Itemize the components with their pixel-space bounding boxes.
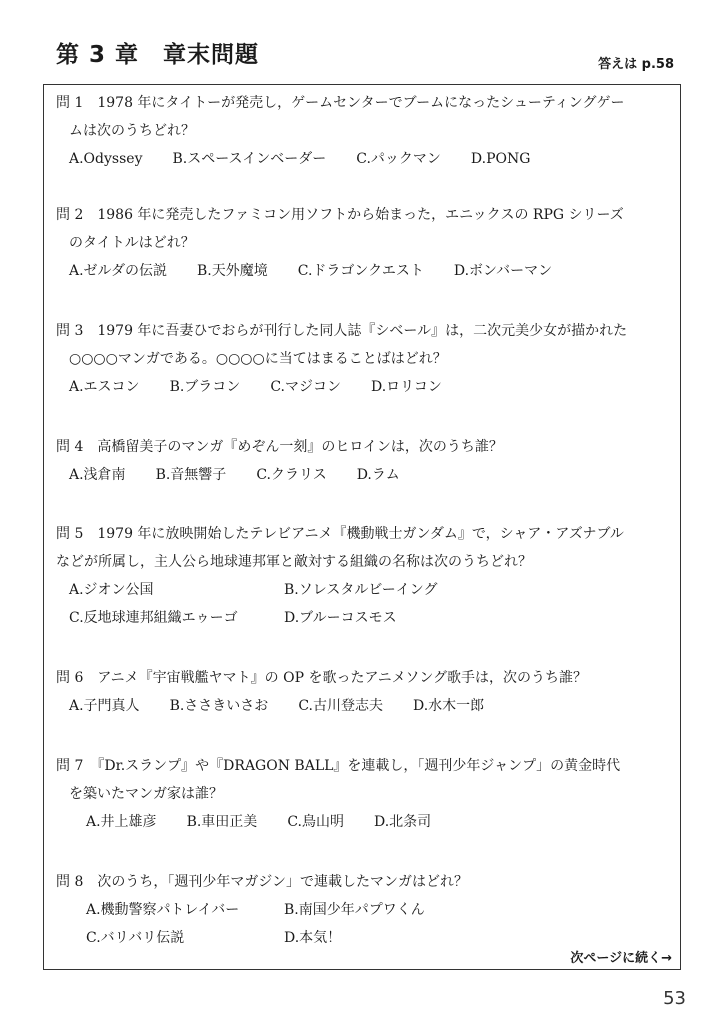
question-text: を築いたマンガ家は誰？ <box>69 786 223 802</box>
option-d: D.ブルーコスモス <box>284 610 397 626</box>
option-d: D.水木一郎 <box>412 698 485 714</box>
option-b: B.ブラコン <box>169 379 241 395</box>
options-row-1 <box>56 576 671 604</box>
option-d: D.PONG <box>470 151 531 167</box>
option-a: A.エスコン <box>69 379 140 395</box>
question-6 <box>56 664 671 720</box>
page-number: 53 <box>663 988 686 1009</box>
option-c: C.クラリス <box>256 467 327 483</box>
option-a: A.子門真人 <box>69 698 140 714</box>
question-text: などが所属し，主人公ら地球連邦軍と敵対する組織の名称は次のうちどれ？ <box>56 554 532 570</box>
option-c: C.パックマン <box>356 151 441 167</box>
options <box>56 461 671 489</box>
question-text: 問 4 高橋留美子のマンガ『めぞん一刻』のヒロインは，次のうち誰？ <box>56 439 503 455</box>
option-c: C.反地球連邦組織エゥーゴ <box>69 610 238 626</box>
question-7 <box>56 752 671 836</box>
question-text: ○○○○マンガである。○○○○に当てはまることばはどれ？ <box>69 351 447 367</box>
options <box>56 692 671 720</box>
option-b: B.天外魔境 <box>197 263 268 279</box>
options <box>56 257 671 285</box>
question-text: のタイトルはどれ？ <box>69 235 195 251</box>
option-c: C.古川登志夫 <box>298 698 383 714</box>
chapter-title: 第 3 章 章末問題 <box>56 42 260 68</box>
option-d: D.ラム <box>356 467 400 483</box>
question-3 <box>56 317 671 401</box>
option-c: C.鳥山明 <box>287 814 344 830</box>
options-row-2 <box>56 604 671 632</box>
option-a: A.機動警察パトレイバー <box>86 902 240 918</box>
option-c: C.ドラゴンクエスト <box>297 263 424 279</box>
option-a: A.井上雄彦 <box>86 814 157 830</box>
option-c: C.バリバリ伝説 <box>86 930 185 946</box>
option-d: D.北条司 <box>373 814 432 830</box>
option-b: B.南国少年パプワくん <box>284 902 425 918</box>
question-text: 問 7 『Dr.スランプ』や『DRAGON BALL』を連載し，「週刊少年ジャンプ」の黄金時代 <box>56 758 621 774</box>
option-b: B.ささきいさお <box>169 698 269 714</box>
question-5 <box>56 520 671 632</box>
option-a: A.ジオン公国 <box>69 582 154 598</box>
question-text: 問 5 1979 年に放映開始したテレビアニメ『機動戦士ガンダム』で，シャア・アズナブル <box>56 526 624 542</box>
option-a: A.Odyssey <box>69 151 143 167</box>
option-b: B.音無響子 <box>155 467 227 483</box>
option-d: D.ボンバーマン <box>453 263 553 279</box>
question-text: 問 3 1979 年に吾妻ひでおらが刊行した同人誌『シベール』は，二次元美少女が描かれた <box>56 323 628 339</box>
options <box>56 808 671 836</box>
question-8 <box>56 868 671 952</box>
option-c: C.マジコン <box>270 379 341 395</box>
option-a: A.浅倉南 <box>69 467 126 483</box>
question-text: 問 6 アニメ『宇宙戦艦ヤマト』の OP を歌ったアニメソング歌手は，次のうち誰？ <box>56 670 588 686</box>
option-b: B.車田正美 <box>186 814 258 830</box>
option-b: B.スペースインベーダー <box>172 151 327 167</box>
question-2 <box>56 201 671 285</box>
options-row-1 <box>56 896 671 924</box>
answer-reference: 答えは p.58 <box>598 57 674 72</box>
question-1 <box>56 89 671 173</box>
options <box>56 145 671 173</box>
question-text: 問 8 次のうち，「週刊少年マガジン」で連載したマンガはどれ？ <box>56 874 469 890</box>
question-4 <box>56 433 671 489</box>
question-text: ムは次のうちどれ？ <box>69 123 195 139</box>
options <box>56 373 671 401</box>
option-b: B.ソレスタルビーイング <box>284 582 438 598</box>
option-d: D.ロリコン <box>370 379 442 395</box>
continue-next-page: 次ページに続く→ <box>570 951 672 966</box>
option-d: D.本気！ <box>284 930 342 946</box>
question-text: 問 2 1986 年に発売したファミコン用ソフトから始まった，エニックスの RPG シリーズ <box>56 207 624 223</box>
option-a: A.ゼルダの伝説 <box>69 263 168 279</box>
question-text: 問 1 1978 年にタイトーが発売し，ゲームセンターでブームになったシューティングゲー <box>56 95 625 111</box>
